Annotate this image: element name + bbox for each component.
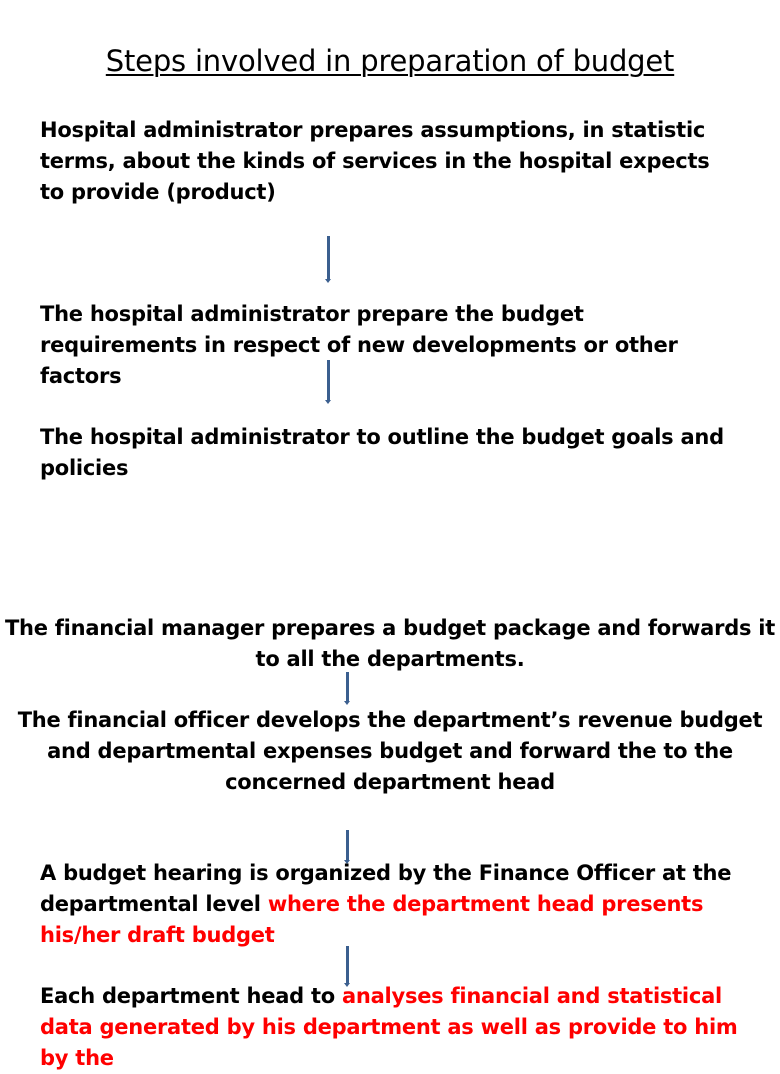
step-1 bbox=[40, 115, 740, 208]
step-3 bbox=[40, 422, 740, 484]
flow-arrow-2 bbox=[327, 360, 330, 401]
step-4 bbox=[0, 613, 780, 675]
step-6-highlight: where the department head presents his/her draft budget bbox=[40, 892, 704, 947]
page-title: Steps involved in preparation of budget bbox=[105, 44, 675, 78]
step-5 bbox=[0, 705, 780, 798]
flow-arrow-3 bbox=[346, 672, 349, 702]
step-2-text: The hospital administrator prepare the budget requirements in respect of new developments or other factors bbox=[40, 302, 678, 388]
step-4-text: The financial manager prepares a budget package and forwards it to all the departments. bbox=[4, 616, 776, 671]
flow-arrow-4 bbox=[346, 830, 349, 861]
flow-arrow-5 bbox=[346, 946, 349, 984]
step-7-text: Each department head to bbox=[40, 984, 343, 1008]
step-7 bbox=[40, 981, 740, 1074]
step-3-text: The hospital administrator to outline the budget goals and policies bbox=[40, 425, 724, 480]
step-6-text: A budget hearing is organized by the Finance Officer at the departmental level bbox=[40, 861, 732, 916]
step-2 bbox=[40, 299, 740, 392]
step-6 bbox=[40, 858, 740, 951]
step-1-text: Hospital administrator prepares assumptions, in statistic terms, about the kinds of services in the hospital expects to provide (product) bbox=[40, 118, 710, 204]
step-5-text: The financial officer develops the department’s revenue budget and departmental expenses budget and forward the to the concerned department head bbox=[17, 708, 763, 794]
flow-arrow-1 bbox=[327, 236, 330, 280]
step-7-highlight: analyses financial and statistical data generated by his department as well as provide to him by the bbox=[40, 984, 738, 1070]
